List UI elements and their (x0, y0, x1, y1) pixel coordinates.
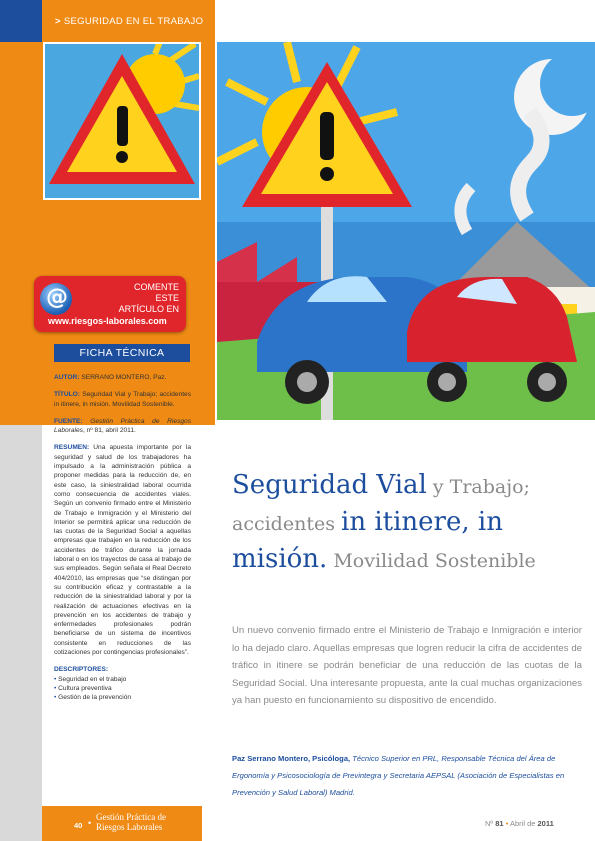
at-sign-icon: @ (40, 283, 72, 315)
descriptores-label: DESCRIPTORES: (54, 666, 109, 674)
issue-month: Abril de (508, 819, 538, 828)
list-item: • Seguridad en el trabajo (54, 675, 191, 684)
page-number: 40 (74, 821, 83, 830)
list-item: • Cultura preventiva (54, 684, 191, 693)
ficha-titulo (54, 390, 191, 409)
comment-prompt: COMENTE ESTE ARTÍCULO EN (118, 282, 179, 314)
ficha-fuente (54, 417, 191, 436)
ficha-tecnica-body (54, 373, 191, 703)
title-part-4: Movilidad Sostenible (327, 550, 536, 572)
autor-value: SERRANO MONTERO, Paz. (79, 374, 167, 381)
title-part-2: y Trabajo; accidentes (232, 476, 530, 535)
resumen-value: Una apuesta importante por la seguridad y salud de los trabajadores ha impulsado a la administración pública a proponer medidas para la reducción de, en este caso, la siniestralidad laboral ocurrida como consecuencia de accidentes viales. Según un convenio firmado entre el Ministerio de Trabajo e Inmigración y el Ministerio del Interior se permitirá aplicar una reducción de las cuotas de la Seguridad Social a aquellas empresas que trabajen en la reducción de los accidentes de tráfico durante la jornada laboral o en los trayectos de casa al trabajo de sus empleados. Según señala el Real Decreto 404/2010, las empresas que “se distingan por su contribución eficaz y contrastable a la reducción de la siniestralidad laboral y por la realización de actuaciones efectivas en la prevención en los accidentes de trabajo y enfermedades profesionales podrán beneficiarse de un sistema de incentivos consistente en reducciones de las cotizaciones por contingencias profesionales”. (54, 444, 191, 657)
illustration-main-road-safety (217, 42, 595, 420)
article-author (232, 750, 582, 801)
titulo-value: Seguridad Vial y Trabajo; accidentes in itinere, in misión. Movilidad Sostenible. (54, 391, 191, 408)
title-part-1: Seguridad Vial (232, 470, 427, 500)
blue-corner-block (0, 0, 42, 42)
fuente-label: FUENTE: (54, 417, 83, 425)
issue-number: 81 (495, 819, 504, 828)
issue-prefix: Nº (485, 819, 496, 828)
ficha-descriptores (54, 665, 191, 674)
ficha-autor (54, 373, 191, 382)
list-item: • Gestión de la prevención (54, 693, 191, 702)
issue-bullet-icon: • (505, 819, 509, 828)
descriptores-list (54, 675, 191, 703)
magazine-title-line-1: Gestión Práctica de (96, 812, 166, 822)
ficha-resumen (54, 443, 191, 657)
issue-year: 2011 (537, 819, 554, 828)
issue-info (485, 819, 554, 828)
title-part-3: in itinere, in misión. (232, 507, 503, 574)
section-title: SEGURIDAD EN EL TRABAJO (63, 16, 204, 27)
titulo-label: TÍTULO: (54, 391, 81, 399)
grey-margin-strip (0, 425, 42, 841)
magazine-title (96, 812, 166, 832)
fuente-publication: Gestión Práctica de Riesgos Laborales (54, 417, 191, 435)
ficha-tecnica-header: FICHA TÉCNICA (54, 344, 190, 362)
article-lead: Un nuevo convenio firmado entre el Ministerio de Trabajo e Inmigración e interior lo ha dejado claro. Aquellas empresas que logren reducir la cifra de accidentes de tráfico in itinere se podrán beneficiar de una reducción de las cuotas de la Seguridad Social. Una interesante propuesta, ante la cual muchas organizaciones ya han puesto en funcionamiento su dispositivo de encendido. (232, 625, 582, 706)
article-title (232, 468, 582, 579)
comment-url-link[interactable]: www.riesgos-laborales.com (48, 316, 167, 326)
author-role: Técnico Superior en PRL, Responsable Técnica del Área de Ergonomía y Psicosociología de Previntegra y Secretaria AEPSAL (Asociación de Especialistas en Prevención y Salud Laboral) Madrid. (232, 754, 565, 797)
section-label (55, 16, 203, 27)
magazine-title-line-2: Riesgos Laborales (96, 822, 163, 832)
section-arrow-icon: > (55, 16, 61, 27)
author-name: Paz Serrano Montero, Psicóloga, (232, 754, 351, 763)
footer-bullet-icon: • (88, 818, 92, 828)
comment-callout[interactable] (34, 276, 186, 332)
illustration-warning-sign-small (43, 42, 201, 200)
fuente-issue: , nº 81, abril 2011. (82, 427, 136, 435)
autor-label: AUTOR: (54, 374, 80, 381)
resumen-label: RESUMEN: (54, 444, 90, 452)
